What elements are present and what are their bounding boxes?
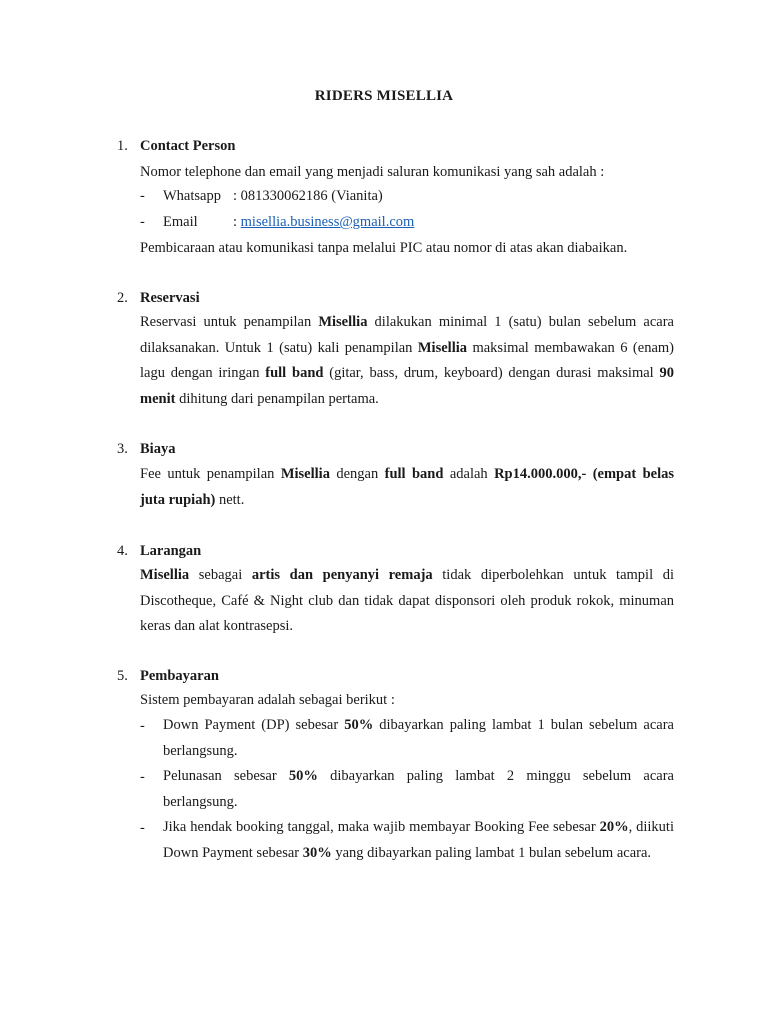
section-heading: Larangan [140, 543, 202, 559]
pembayaran-intro: Sistem pembayaran adalah sebagai berikut : [140, 692, 395, 708]
list-dash: - [140, 214, 145, 230]
list-dash: - [140, 820, 145, 836]
list-dash: - [140, 769, 145, 785]
section-number: 2. [117, 290, 128, 306]
whatsapp-value: : 081330062186 (Vianita) [233, 188, 383, 204]
whatsapp-label: Whatsapp [163, 188, 221, 204]
larangan-paragraph: Misellia sebagai artis dan penyanyi remaja tidak diperbolehkan untuk tampil di Discotheque, Café & Night club dan tidak dapat disponsori oleh produk rokok, minuman keras dan alat kontrasepsi. [140, 567, 674, 634]
email-link[interactable]: misellia.business@gmail.com [240, 214, 415, 230]
section-heading: Biaya [140, 441, 176, 457]
section-number: 1. [117, 138, 128, 154]
section-heading: Reservasi [140, 290, 200, 306]
section-number: 5. [117, 668, 128, 684]
list-item: Jika hendak booking tanggal, maka wajib membayar Booking Fee sebesar 20%, diikuti Down Payment sebesar 30% yang dibayarkan paling lambat 1 bulan sebelum acara. [163, 819, 674, 861]
email-line [163, 214, 414, 231]
section-number: 4. [117, 543, 128, 559]
list-dash: - [140, 718, 145, 734]
list-item: Down Payment (DP) sebesar 50% dibayarkan paling lambat 1 bulan sebelum acara berlangsung. [163, 717, 674, 759]
contact-intro: Nomor telephone dan email yang menjadi saluran komunikasi yang sah adalah : [140, 164, 605, 180]
email-label: Email [163, 214, 198, 230]
section-heading: Contact Person [140, 138, 236, 154]
biaya-paragraph: Fee untuk penampilan Misellia dengan full band adalah Rp14.000.000,- (empat belas juta rupiah) nett. [140, 466, 675, 508]
list-item: Pelunasan sebesar 50% dibayarkan paling lambat 2 minggu sebelum acara berlangsung. [163, 768, 674, 810]
section-heading: Pembayaran [140, 668, 219, 684]
list-dash: - [140, 188, 145, 204]
document-title: RIDERS MISELLIA [314, 88, 454, 104]
email-colon: : [233, 214, 241, 230]
contact-note: Pembicaraan atau komunikasi tanpa melalui PIC atau nomor di atas akan diabaikan. [140, 240, 628, 256]
reservasi-paragraph: Reservasi untuk penampilan Misellia dilakukan minimal 1 (satu) bulan sebelum acara dilaksanakan. Untuk 1 (satu) kali penampilan Misellia maksimal membawakan 6 (enam) lagu dengan iringan full band (gitar, bass, drum, keyboard) dengan durasi maksimal 90 menit dihitung dari penampilan pertama. [140, 314, 674, 407]
section-number: 3. [117, 441, 128, 457]
whatsapp-line [163, 188, 383, 205]
